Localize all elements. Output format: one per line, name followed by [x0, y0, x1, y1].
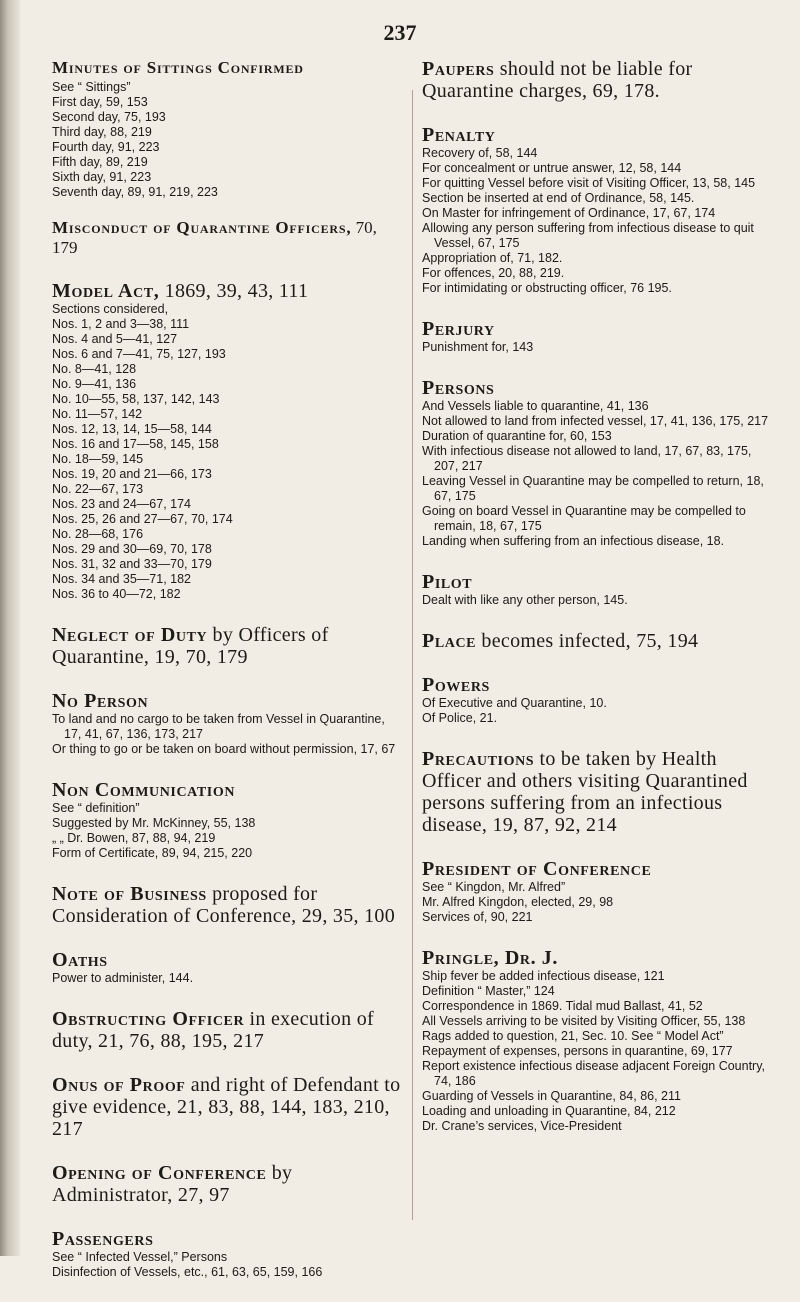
index-heading	[422, 571, 772, 593]
index-subentry: Seventh day, 89, 91, 219, 223	[52, 185, 218, 199]
index-heading-pages: to be taken by Health Officer and others visiting Quarantined persons suffering from an infectious disease, 19, 87, 92, 214	[422, 748, 748, 836]
index-subentry: No. 10—55, 58, 137, 142, 143	[52, 392, 220, 406]
index-entry	[422, 947, 772, 1134]
index-subentry: Leaving Vessel in Quarantine may be compelled to return, 18, 67, 175	[422, 474, 764, 503]
index-subentry: No. 9—41, 136	[52, 377, 137, 391]
index-subentry: „ „ Dr. Bowen, 87, 88, 94, 219	[52, 831, 216, 845]
index-heading-term: Paupers	[422, 58, 495, 80]
index-subentry: See “ definition”	[52, 801, 140, 815]
index-subentry: Third day, 88, 219	[52, 125, 152, 139]
index-heading-term: President of Conference	[422, 858, 652, 880]
index-subentry: Loading and unloading in Quarantine, 84, 212	[422, 1104, 676, 1118]
index-heading-term: Place	[422, 630, 477, 652]
index-heading-term: Powers	[422, 674, 490, 696]
index-subentry: Mr. Alfred Kingdon, elected, 29, 98	[422, 895, 614, 909]
index-subentry: Duration of quarantine for, 60, 153	[422, 429, 612, 443]
index-heading	[422, 947, 772, 969]
index-heading	[422, 674, 772, 696]
index-heading	[422, 318, 772, 340]
index-subentry: First day, 59, 153	[52, 95, 148, 109]
index-subentry: Nos. 29 and 30—69, 70, 178	[52, 542, 212, 556]
index-heading-term: Penalty	[422, 124, 496, 146]
index-entry	[422, 858, 772, 925]
index-heading-term: Opening of Conference	[52, 1162, 267, 1184]
index-entry	[422, 630, 772, 652]
index-entry	[52, 1162, 402, 1206]
index-subentry: Nos. 23 and 24—67, 174	[52, 497, 191, 511]
index-heading-term: Minutes of Sittings Confirmed	[52, 58, 304, 77]
index-subentry: Power to administer, 144.	[52, 971, 194, 985]
index-entry	[422, 58, 772, 102]
index-subentry: No. 8—41, 128	[52, 362, 137, 376]
index-heading	[422, 124, 772, 146]
index-heading-pages: by Administrator, 27, 97	[52, 1162, 293, 1206]
index-subentry: Recovery of, 58, 144	[422, 146, 538, 160]
index-subentry: Second day, 75, 193	[52, 110, 166, 124]
index-heading-pages: 70, 179	[52, 218, 377, 257]
index-entry	[52, 1074, 402, 1140]
index-subentry: Landing when suffering from an infectious disease, 18.	[422, 534, 725, 548]
index-entry	[422, 377, 772, 549]
index-subentry: Nos. 36 to 40—72, 182	[52, 587, 181, 601]
index-heading	[422, 630, 772, 652]
index-subentry: See “ Infected Vessel,” Persons	[52, 1250, 228, 1264]
index-subentry: On Master for infringement of Ordinance, 17, 67, 174	[422, 206, 716, 220]
index-subentry: Nos. 19, 20 and 21—66, 173	[52, 467, 212, 481]
index-heading-pages: by Officers of Quarantine, 19, 70, 179	[52, 624, 329, 668]
index-entry	[422, 124, 772, 296]
index-heading	[52, 949, 402, 971]
page-number: 237	[383, 20, 417, 45]
index-heading-pages: 1869, 39, 43, 111	[159, 280, 309, 302]
index-subentry: Nos. 16 and 17—58, 145, 158	[52, 437, 219, 451]
index-heading	[422, 58, 772, 102]
index-subentry: Nos. 6 and 7—41, 75, 127, 193	[52, 347, 226, 361]
index-subentry: See “ Kingdon, Mr. Alfred”	[422, 880, 566, 894]
index-heading-term: No Person	[52, 690, 149, 712]
index-heading	[52, 690, 402, 712]
index-heading-term: Persons	[422, 377, 495, 399]
index-entry	[52, 624, 402, 668]
index-entry	[52, 1008, 402, 1052]
index-heading-term: Perjury	[422, 318, 495, 340]
index-subentry: No. 18—59, 145	[52, 452, 144, 466]
index-subentry: Form of Certificate, 89, 94, 215, 220	[52, 846, 253, 860]
index-subentry: Fourth day, 91, 223	[52, 140, 160, 154]
index-subentry: See “ Sittings”	[52, 80, 131, 94]
index-entry	[52, 779, 402, 861]
index-subentry: Not allowed to land from infected vessel, 17, 41, 136, 175, 217	[422, 414, 769, 428]
index-column-left	[52, 58, 402, 1302]
index-heading	[52, 624, 402, 668]
index-entry	[422, 318, 772, 355]
index-heading-term: Model Act,	[52, 280, 160, 302]
index-subentry: Section be inserted at end of Ordinance, 58, 145.	[422, 191, 695, 205]
index-subentry: Nos. 4 and 5—41, 127	[52, 332, 178, 346]
index-heading-term: Obstructing Officer	[52, 1008, 245, 1030]
index-subentry: Correspondence in 1869. Tidal mud Ballast, 41, 52	[422, 999, 703, 1013]
index-heading-term: Note of Business	[52, 883, 207, 905]
index-heading-term: Onus of Proof	[52, 1074, 186, 1096]
index-entry	[52, 949, 402, 986]
index-heading	[52, 1074, 402, 1140]
index-subentry: With infectious disease not allowed to land, 17, 67, 83, 175, 207, 217	[422, 444, 752, 473]
index-subentry: Sixth day, 91, 223	[52, 170, 152, 184]
index-subentry: No. 11—57, 142	[52, 407, 143, 421]
index-subentry: Appropriation of, 71, 182.	[422, 251, 563, 265]
index-subentry: Nos. 34 and 35—71, 182	[52, 572, 191, 586]
index-subentry: No. 28—68, 176	[52, 527, 144, 541]
index-heading	[52, 58, 402, 78]
index-subentry: Nos. 1, 2 and 3—38, 111	[52, 317, 190, 331]
index-subentry: Guarding of Vessels in Quarantine, 84, 86, 211	[422, 1089, 681, 1103]
index-subentry: Suggested by Mr. McKinney, 55, 138	[52, 816, 256, 830]
index-heading-term: Precautions	[422, 748, 535, 770]
index-subentry: Going on board Vessel in Quarantine may be compelled to remain, 18, 67, 175	[422, 504, 746, 533]
index-subentry: For quitting Vessel before visit of Visiting Officer, 13, 58, 145	[422, 176, 756, 190]
column-divider	[412, 90, 413, 1220]
index-subentry: For concealment or untrue answer, 12, 58, 144	[422, 161, 682, 175]
index-heading-pages: and right of Defendant to give evidence, 21, 83, 88, 144, 183, 210, 217	[52, 1074, 401, 1140]
index-subentry: Nos. 31, 32 and 33—70, 179	[52, 557, 212, 571]
index-column-right	[422, 58, 772, 1156]
index-heading-pages: becomes infected, 75, 194	[476, 630, 699, 652]
index-entry	[422, 571, 772, 608]
index-entry	[52, 883, 402, 927]
index-heading	[422, 377, 772, 399]
index-heading	[52, 280, 402, 302]
index-subentry: Nos. 25, 26 and 27—67, 70, 174	[52, 512, 233, 526]
index-entry	[52, 218, 402, 258]
index-heading-term: Passengers	[52, 1228, 154, 1250]
index-subentry: Sections considered,	[52, 302, 169, 316]
index-subentry: Dealt with like any other person, 145.	[422, 593, 628, 607]
index-heading-pages: should not be liable for Quarantine charges, 69, 178.	[422, 58, 693, 102]
index-entry	[422, 748, 772, 836]
index-subentry: Ship fever be added infectious disease, 121	[422, 969, 665, 983]
index-heading	[52, 1228, 402, 1250]
index-heading	[52, 779, 402, 801]
index-heading-term: Non Communication	[52, 779, 236, 801]
index-heading	[52, 1162, 402, 1206]
index-subentry: All Vessels arriving to be visited by Visiting Officer, 55, 138	[422, 1014, 746, 1028]
index-heading	[52, 883, 402, 927]
index-subentry: Services of, 90, 221	[422, 910, 533, 924]
index-subentry: For intimidating or obstructing officer, 76 195.	[422, 281, 672, 295]
index-subentry: No. 22—67, 173	[52, 482, 144, 496]
index-subentry: Dr. Crane’s services, Vice-President	[422, 1119, 622, 1133]
index-subentry: Disinfection of Vessels, etc., 61, 63, 65, 159, 166	[52, 1265, 323, 1279]
index-subentry: For offences, 20, 88, 219.	[422, 266, 565, 280]
index-heading-term: Neglect of Duty	[52, 624, 208, 646]
index-heading-term: Misconduct of Quarantine Officers,	[52, 218, 352, 237]
index-heading-pages: in execution of duty, 21, 76, 88, 195, 217	[52, 1008, 374, 1052]
index-subentry: Of Police, 21.	[422, 711, 498, 725]
index-heading-term: Pilot	[422, 571, 473, 593]
index-subentry: Of Executive and Quarantine, 10.	[422, 696, 607, 710]
index-subentry: Repayment of expenses, persons in quarantine, 69, 177	[422, 1044, 733, 1058]
index-subentry: Report existence infectious disease adjacent Foreign Country, 74, 186	[422, 1059, 766, 1088]
index-subentry: Or thing to go or be taken on board without permission, 17, 67	[52, 742, 396, 756]
index-entry	[52, 58, 402, 200]
index-subentry: Allowing any person suffering from infectious disease to quit Vessel, 67, 175	[422, 221, 754, 250]
index-subentry: Rags added to question, 21, Sec. 10. See “ Model Act”	[422, 1029, 724, 1043]
index-heading	[52, 218, 402, 258]
index-subentry: Fifth day, 89, 219	[52, 155, 148, 169]
index-subentry: Punishment for, 143	[422, 340, 534, 354]
index-heading-term: Pringle, Dr. J.	[422, 947, 559, 969]
index-entry	[52, 690, 402, 757]
index-subentry: Definition “ Master,” 124	[422, 984, 555, 998]
index-heading	[422, 858, 772, 880]
index-entry	[52, 1228, 402, 1280]
index-subentry: And Vessels liable to quarantine, 41, 136	[422, 399, 649, 413]
index-entry	[52, 280, 402, 602]
index-subentry: To land and no cargo to be taken from Vessel in Quarantine, 17, 41, 67, 136, 173, 217	[52, 712, 385, 741]
index-entry	[422, 674, 772, 726]
index-subentry: Nos. 12, 13, 14, 15—58, 144	[52, 422, 212, 436]
index-heading-term: Oaths	[52, 949, 108, 971]
index-heading-pages: proposed for Consideration of Conference, 29, 35, 100	[52, 883, 396, 927]
book-binding-edge	[0, 0, 20, 1256]
index-heading	[422, 748, 772, 836]
index-heading	[52, 1008, 402, 1052]
